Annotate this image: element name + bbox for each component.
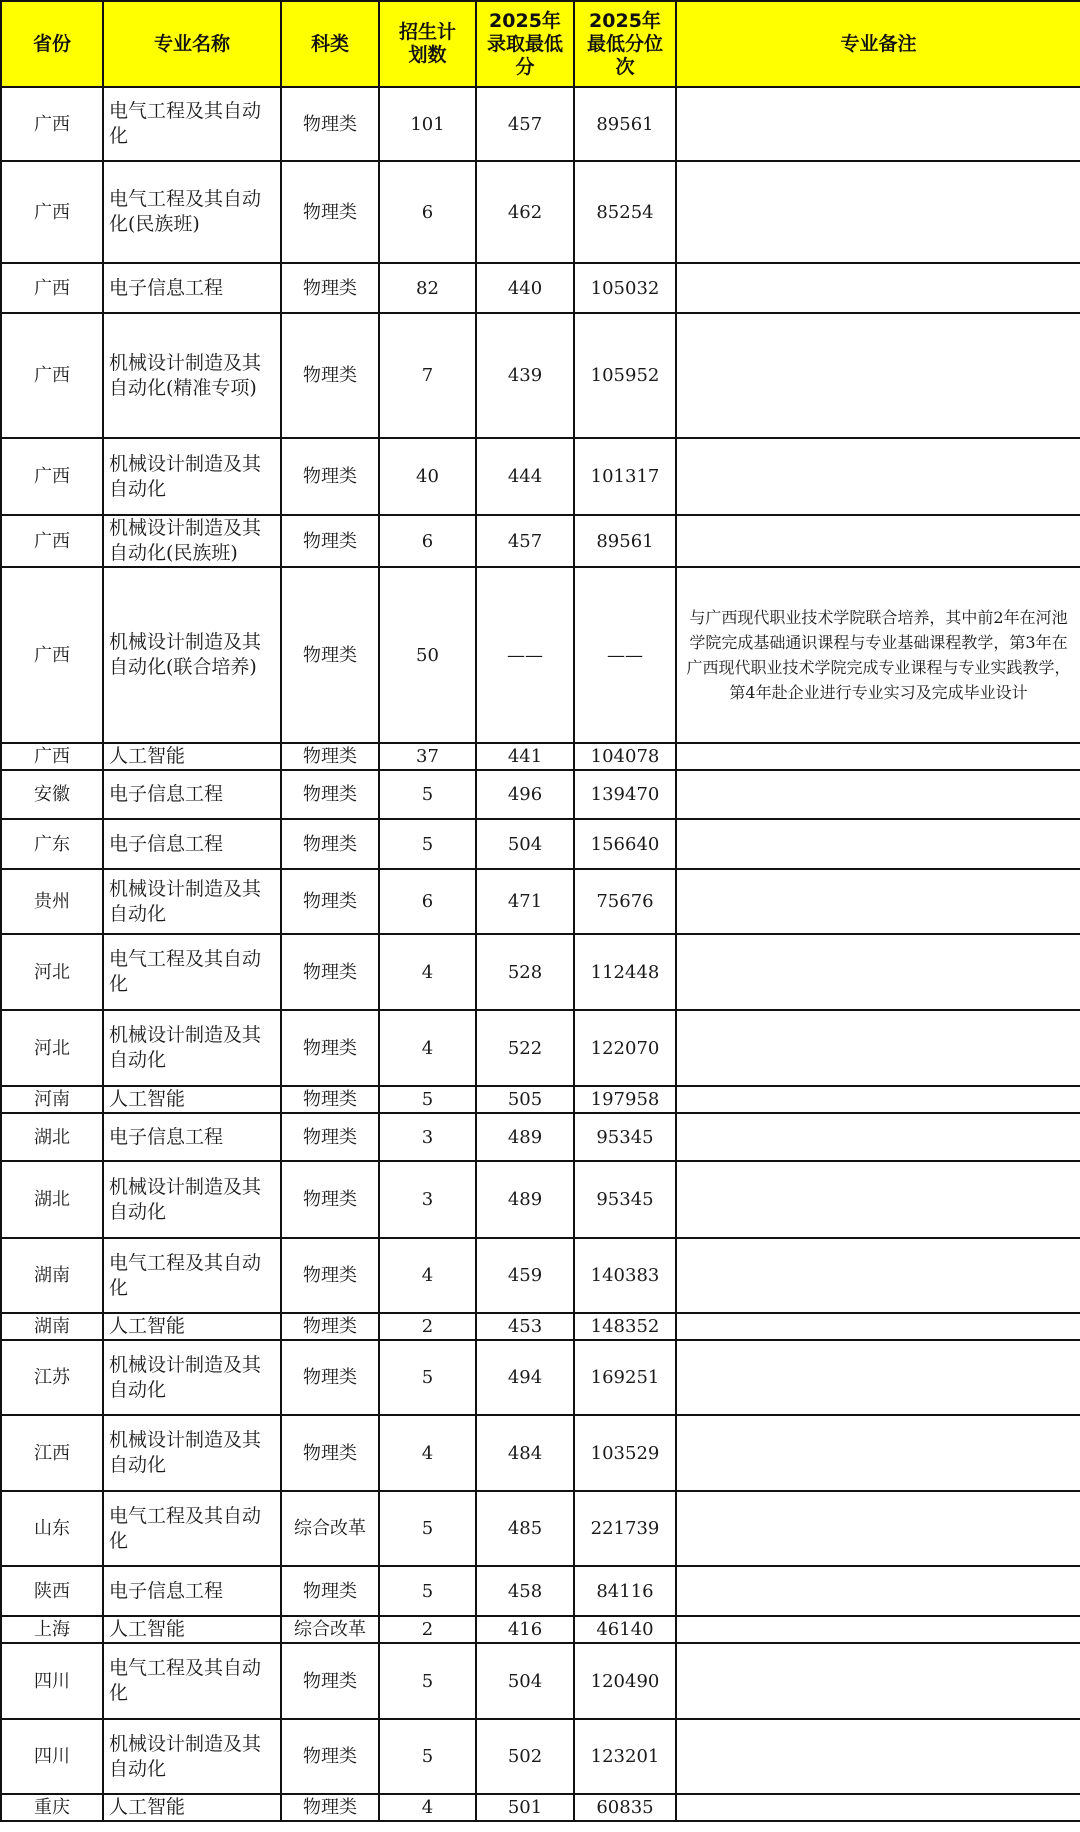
major-cell: 机械设计制造及其自动化(民族班) bbox=[103, 515, 281, 567]
min-rank-cell: 89561 bbox=[574, 87, 676, 161]
province-cell: 江西 bbox=[1, 1415, 103, 1491]
note-cell bbox=[676, 770, 1080, 819]
plan-cell: 7 bbox=[379, 313, 476, 438]
major-cell: 机械设计制造及其自动化(精准专项) bbox=[103, 313, 281, 438]
table-row bbox=[1, 87, 1080, 161]
min-rank-cell: 221739 bbox=[574, 1491, 676, 1566]
min-score-cell: 504 bbox=[476, 1643, 574, 1719]
major-cell: 人工智能 bbox=[103, 1616, 281, 1643]
major-cell: 机械设计制造及其自动化 bbox=[103, 869, 281, 934]
min-rank-cell: 197958 bbox=[574, 1086, 676, 1113]
min-score-cell: 440 bbox=[476, 263, 574, 313]
province-cell: 湖南 bbox=[1, 1313, 103, 1340]
plan-cell: 5 bbox=[379, 1340, 476, 1415]
plan-cell: 37 bbox=[379, 743, 476, 770]
min-rank-cell: 169251 bbox=[574, 1340, 676, 1415]
min-rank-cell: 139470 bbox=[574, 770, 676, 819]
table-row bbox=[1, 1340, 1080, 1415]
min-score-cell: —— bbox=[476, 567, 574, 743]
min-rank-cell: 95345 bbox=[574, 1161, 676, 1238]
category-cell: 物理类 bbox=[281, 1794, 379, 1821]
note-cell bbox=[676, 743, 1080, 770]
min-rank-cell: 84116 bbox=[574, 1566, 676, 1616]
plan-cell: 5 bbox=[379, 1086, 476, 1113]
header-min-rank: 2025年最低分位次 bbox=[574, 1, 676, 87]
min-score-cell: 458 bbox=[476, 1566, 574, 1616]
min-rank-cell: 112448 bbox=[574, 934, 676, 1010]
note-cell: 与广西现代职业技术学院联合培养，其中前2年在河池学院完成基础通识课程与专业基础课程教学，第3年在广西现代职业技术学院完成专业课程与专业实践教学，第4年赴企业进行专业实习及完成毕业设计 bbox=[676, 567, 1080, 743]
plan-cell: 5 bbox=[379, 1643, 476, 1719]
major-cell: 电子信息工程 bbox=[103, 263, 281, 313]
note-cell bbox=[676, 869, 1080, 934]
category-cell: 物理类 bbox=[281, 1086, 379, 1113]
table-row bbox=[1, 743, 1080, 770]
category-cell: 物理类 bbox=[281, 438, 379, 515]
min-score-cell: 453 bbox=[476, 1313, 574, 1340]
min-score-cell: 496 bbox=[476, 770, 574, 819]
major-cell: 人工智能 bbox=[103, 1313, 281, 1340]
province-cell: 河北 bbox=[1, 934, 103, 1010]
province-cell: 上海 bbox=[1, 1616, 103, 1643]
province-cell: 广西 bbox=[1, 263, 103, 313]
category-cell: 物理类 bbox=[281, 1719, 379, 1794]
plan-cell: 50 bbox=[379, 567, 476, 743]
major-cell: 电气工程及其自动化 bbox=[103, 87, 281, 161]
plan-cell: 6 bbox=[379, 869, 476, 934]
category-cell: 物理类 bbox=[281, 934, 379, 1010]
min-score-cell: 494 bbox=[476, 1340, 574, 1415]
plan-cell: 2 bbox=[379, 1313, 476, 1340]
table-row bbox=[1, 934, 1080, 1010]
plan-cell: 6 bbox=[379, 161, 476, 263]
min-score-cell: 489 bbox=[476, 1161, 574, 1238]
min-rank-cell: 104078 bbox=[574, 743, 676, 770]
category-cell: 物理类 bbox=[281, 1415, 379, 1491]
min-rank-cell: 103529 bbox=[574, 1415, 676, 1491]
category-cell: 物理类 bbox=[281, 770, 379, 819]
table-row bbox=[1, 1086, 1080, 1113]
category-cell: 物理类 bbox=[281, 567, 379, 743]
plan-cell: 2 bbox=[379, 1616, 476, 1643]
province-cell: 广西 bbox=[1, 87, 103, 161]
province-cell: 广西 bbox=[1, 438, 103, 515]
header-row bbox=[1, 1, 1080, 87]
plan-cell: 5 bbox=[379, 1566, 476, 1616]
major-cell: 人工智能 bbox=[103, 1086, 281, 1113]
major-cell: 电子信息工程 bbox=[103, 819, 281, 869]
header-category: 科类 bbox=[281, 1, 379, 87]
category-cell: 物理类 bbox=[281, 161, 379, 263]
category-cell: 综合改革 bbox=[281, 1616, 379, 1643]
province-cell: 湖北 bbox=[1, 1113, 103, 1161]
note-cell bbox=[676, 1313, 1080, 1340]
major-cell: 机械设计制造及其自动化 bbox=[103, 1719, 281, 1794]
major-cell: 机械设计制造及其自动化(联合培养) bbox=[103, 567, 281, 743]
table-row bbox=[1, 438, 1080, 515]
min-rank-cell: 95345 bbox=[574, 1113, 676, 1161]
major-cell: 机械设计制造及其自动化 bbox=[103, 438, 281, 515]
category-cell: 物理类 bbox=[281, 1161, 379, 1238]
province-cell: 贵州 bbox=[1, 869, 103, 934]
note-cell bbox=[676, 438, 1080, 515]
major-cell: 电子信息工程 bbox=[103, 770, 281, 819]
min-rank-cell: 120490 bbox=[574, 1643, 676, 1719]
min-score-cell: 439 bbox=[476, 313, 574, 438]
province-cell: 湖北 bbox=[1, 1161, 103, 1238]
plan-cell: 4 bbox=[379, 1794, 476, 1821]
min-score-cell: 462 bbox=[476, 161, 574, 263]
category-cell: 物理类 bbox=[281, 313, 379, 438]
province-cell: 河北 bbox=[1, 1010, 103, 1086]
note-cell bbox=[676, 1415, 1080, 1491]
min-score-cell: 501 bbox=[476, 1794, 574, 1821]
min-rank-cell: 60835 bbox=[574, 1794, 676, 1821]
min-score-cell: 484 bbox=[476, 1415, 574, 1491]
header-major: 专业名称 bbox=[103, 1, 281, 87]
note-cell bbox=[676, 1794, 1080, 1821]
category-cell: 物理类 bbox=[281, 263, 379, 313]
min-rank-cell: 85254 bbox=[574, 161, 676, 263]
major-cell: 人工智能 bbox=[103, 743, 281, 770]
note-cell bbox=[676, 313, 1080, 438]
note-cell bbox=[676, 161, 1080, 263]
min-score-cell: 457 bbox=[476, 87, 574, 161]
min-score-cell: 444 bbox=[476, 438, 574, 515]
min-rank-cell: 105032 bbox=[574, 263, 676, 313]
province-cell: 广东 bbox=[1, 819, 103, 869]
category-cell: 物理类 bbox=[281, 1238, 379, 1313]
note-cell bbox=[676, 1238, 1080, 1313]
table-row bbox=[1, 1616, 1080, 1643]
table-row bbox=[1, 1719, 1080, 1794]
table-row bbox=[1, 1794, 1080, 1821]
table-row bbox=[1, 161, 1080, 263]
major-cell: 电子信息工程 bbox=[103, 1566, 281, 1616]
min-score-cell: 457 bbox=[476, 515, 574, 567]
min-rank-cell: 105952 bbox=[574, 313, 676, 438]
category-cell: 物理类 bbox=[281, 1313, 379, 1340]
note-cell bbox=[676, 1161, 1080, 1238]
table-row bbox=[1, 1491, 1080, 1566]
note-cell bbox=[676, 934, 1080, 1010]
note-cell bbox=[676, 515, 1080, 567]
province-cell: 重庆 bbox=[1, 1794, 103, 1821]
min-rank-cell: 148352 bbox=[574, 1313, 676, 1340]
min-rank-cell: 156640 bbox=[574, 819, 676, 869]
table-row bbox=[1, 770, 1080, 819]
province-cell: 四川 bbox=[1, 1643, 103, 1719]
province-cell: 广西 bbox=[1, 515, 103, 567]
header-province: 省份 bbox=[1, 1, 103, 87]
category-cell: 物理类 bbox=[281, 743, 379, 770]
min-score-cell: 489 bbox=[476, 1113, 574, 1161]
min-score-cell: 485 bbox=[476, 1491, 574, 1566]
category-cell: 物理类 bbox=[281, 1010, 379, 1086]
plan-cell: 101 bbox=[379, 87, 476, 161]
min-rank-cell: 46140 bbox=[574, 1616, 676, 1643]
major-cell: 机械设计制造及其自动化 bbox=[103, 1161, 281, 1238]
plan-cell: 3 bbox=[379, 1161, 476, 1238]
plan-cell: 40 bbox=[379, 438, 476, 515]
province-cell: 安徽 bbox=[1, 770, 103, 819]
plan-cell: 6 bbox=[379, 515, 476, 567]
province-cell: 湖南 bbox=[1, 1238, 103, 1313]
plan-cell: 4 bbox=[379, 934, 476, 1010]
major-cell: 机械设计制造及其自动化 bbox=[103, 1010, 281, 1086]
min-score-cell: 505 bbox=[476, 1086, 574, 1113]
min-score-cell: 441 bbox=[476, 743, 574, 770]
category-cell: 物理类 bbox=[281, 819, 379, 869]
table-row bbox=[1, 313, 1080, 438]
table-row bbox=[1, 1415, 1080, 1491]
province-cell: 河南 bbox=[1, 1086, 103, 1113]
table-row bbox=[1, 1566, 1080, 1616]
category-cell: 物理类 bbox=[281, 515, 379, 567]
plan-cell: 3 bbox=[379, 1113, 476, 1161]
table-row bbox=[1, 1113, 1080, 1161]
plan-cell: 5 bbox=[379, 770, 476, 819]
major-cell: 电气工程及其自动化(民族班) bbox=[103, 161, 281, 263]
plan-cell: 4 bbox=[379, 1010, 476, 1086]
table-row bbox=[1, 1238, 1080, 1313]
table-row bbox=[1, 1010, 1080, 1086]
category-cell: 物理类 bbox=[281, 1643, 379, 1719]
min-rank-cell: —— bbox=[574, 567, 676, 743]
note-cell bbox=[676, 1491, 1080, 1566]
major-cell: 电气工程及其自动化 bbox=[103, 934, 281, 1010]
min-score-cell: 471 bbox=[476, 869, 574, 934]
province-cell: 山东 bbox=[1, 1491, 103, 1566]
province-cell: 广西 bbox=[1, 743, 103, 770]
major-cell: 电气工程及其自动化 bbox=[103, 1238, 281, 1313]
min-rank-cell: 75676 bbox=[574, 869, 676, 934]
header-min-score: 2025年录取最低分 bbox=[476, 1, 574, 87]
table-row bbox=[1, 1313, 1080, 1340]
note-cell bbox=[676, 87, 1080, 161]
note-cell bbox=[676, 1010, 1080, 1086]
note-cell bbox=[676, 819, 1080, 869]
min-rank-cell: 122070 bbox=[574, 1010, 676, 1086]
major-cell: 电气工程及其自动化 bbox=[103, 1491, 281, 1566]
category-cell: 物理类 bbox=[281, 1113, 379, 1161]
province-cell: 四川 bbox=[1, 1719, 103, 1794]
plan-cell: 82 bbox=[379, 263, 476, 313]
province-cell: 广西 bbox=[1, 161, 103, 263]
province-cell: 广西 bbox=[1, 313, 103, 438]
note-cell bbox=[676, 1086, 1080, 1113]
category-cell: 物理类 bbox=[281, 1340, 379, 1415]
min-score-cell: 502 bbox=[476, 1719, 574, 1794]
major-cell: 机械设计制造及其自动化 bbox=[103, 1415, 281, 1491]
plan-cell: 4 bbox=[379, 1415, 476, 1491]
note-cell bbox=[676, 1719, 1080, 1794]
table-row bbox=[1, 515, 1080, 567]
category-cell: 综合改革 bbox=[281, 1491, 379, 1566]
table-row bbox=[1, 1643, 1080, 1719]
min-score-cell: 416 bbox=[476, 1616, 574, 1643]
major-cell: 人工智能 bbox=[103, 1794, 281, 1821]
min-score-cell: 459 bbox=[476, 1238, 574, 1313]
province-cell: 江苏 bbox=[1, 1340, 103, 1415]
min-rank-cell: 89561 bbox=[574, 515, 676, 567]
note-cell bbox=[676, 1643, 1080, 1719]
note-cell bbox=[676, 1113, 1080, 1161]
plan-cell: 5 bbox=[379, 819, 476, 869]
note-cell bbox=[676, 1566, 1080, 1616]
table-row bbox=[1, 819, 1080, 869]
plan-cell: 4 bbox=[379, 1238, 476, 1313]
note-cell bbox=[676, 1340, 1080, 1415]
table-row bbox=[1, 869, 1080, 934]
header-note: 专业备注 bbox=[676, 1, 1080, 87]
min-score-cell: 528 bbox=[476, 934, 574, 1010]
min-score-cell: 522 bbox=[476, 1010, 574, 1086]
table-row bbox=[1, 1161, 1080, 1238]
category-cell: 物理类 bbox=[281, 869, 379, 934]
min-rank-cell: 140383 bbox=[574, 1238, 676, 1313]
plan-cell: 5 bbox=[379, 1491, 476, 1566]
category-cell: 物理类 bbox=[281, 1566, 379, 1616]
min-score-cell: 504 bbox=[476, 819, 574, 869]
note-cell bbox=[676, 263, 1080, 313]
province-cell: 广西 bbox=[1, 567, 103, 743]
table-row bbox=[1, 567, 1080, 743]
major-cell: 机械设计制造及其自动化 bbox=[103, 1340, 281, 1415]
plan-cell: 5 bbox=[379, 1719, 476, 1794]
table-row bbox=[1, 263, 1080, 313]
min-rank-cell: 101317 bbox=[574, 438, 676, 515]
category-cell: 物理类 bbox=[281, 87, 379, 161]
min-rank-cell: 123201 bbox=[574, 1719, 676, 1794]
province-cell: 陕西 bbox=[1, 1566, 103, 1616]
major-cell: 电子信息工程 bbox=[103, 1113, 281, 1161]
header-plan: 招生计划数 bbox=[379, 1, 476, 87]
major-cell: 电气工程及其自动化 bbox=[103, 1643, 281, 1719]
note-cell bbox=[676, 1616, 1080, 1643]
